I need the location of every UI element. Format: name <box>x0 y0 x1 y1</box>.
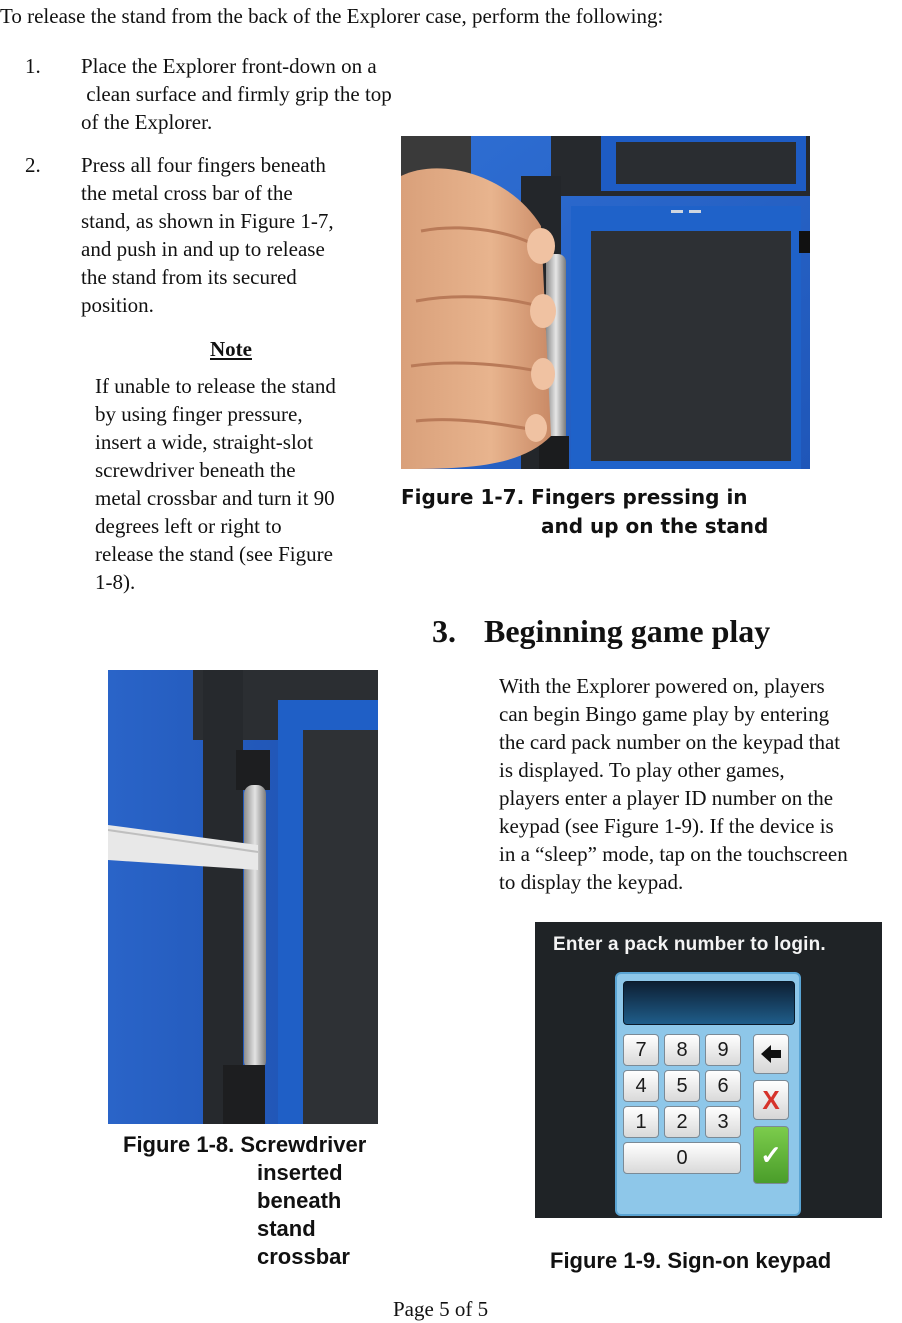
intro-text: To release the stand from the back of the Explorer case, perform the following: <box>0 4 664 28</box>
step-1-line: of the Explorer. <box>81 110 213 134</box>
step-2-text <box>81 151 334 319</box>
note-line: by using finger pressure, <box>95 402 303 426</box>
figure-1-8-photo <box>108 670 378 1124</box>
note-line: screwdriver beneath the <box>95 458 296 482</box>
figure-1-9-keypad-image <box>535 922 882 1218</box>
note-line: release the stand (see Figure <box>95 542 333 566</box>
figure-1-8-caption-line: crossbar <box>257 1244 350 1269</box>
step-2-line: the metal cross bar of the <box>81 181 293 205</box>
step-1-line: Place the Explorer front-down on a <box>81 54 377 78</box>
keypad-clear-button[interactable]: X <box>753 1080 789 1120</box>
note-line: 1-8). <box>95 570 136 594</box>
figure-1-7-photo <box>401 136 810 469</box>
keypad-back-button[interactable] <box>753 1034 789 1074</box>
section-body <box>499 672 848 896</box>
figure-1-8-caption-line: beneath <box>257 1188 342 1213</box>
section-line: the card pack number on the keypad that <box>499 730 841 754</box>
keypad-key-2[interactable]: 2 <box>664 1106 700 1138</box>
step-2-line: stand, as shown in Figure 1-7, <box>81 209 334 233</box>
section-line: is displayed. To play other games, <box>499 758 785 782</box>
keypad-key-1[interactable]: 1 <box>623 1106 659 1138</box>
keypad-key-3[interactable]: 3 <box>705 1106 741 1138</box>
section-line: can begin Bingo game play by entering <box>499 702 830 726</box>
keypad-key-7[interactable]: 7 <box>623 1034 659 1066</box>
keypad-key-5[interactable]: 5 <box>664 1070 700 1102</box>
arrow-left-icon <box>759 1042 783 1066</box>
step-2-line: position. <box>81 293 154 317</box>
section-heading <box>432 613 770 650</box>
step-2-line: Press all four fingers beneath <box>81 153 326 177</box>
keypad-key-8[interactable]: 8 <box>664 1034 700 1066</box>
page-number: Page 5 of 5 <box>393 1297 489 1321</box>
keypad-panel <box>615 972 801 1216</box>
note-line: If unable to release the stand <box>95 374 336 398</box>
keypad-ok-button[interactable]: ✓ <box>753 1126 789 1184</box>
keypad-title: Enter a pack number to login. <box>553 934 826 955</box>
step-1-text <box>81 52 392 136</box>
step-2-line: the stand from its secured <box>81 265 297 289</box>
step-1-number: 1. <box>25 54 41 78</box>
note-title: Note <box>210 337 252 361</box>
figure-1-9-caption: Figure 1-9. Sign-on keypad <box>550 1248 832 1273</box>
section-line: keypad (see Figure 1-9). If the device is <box>499 814 834 838</box>
section-line: players enter a player ID number on the <box>499 786 834 810</box>
note-line: insert a wide, straight-slot <box>95 430 314 454</box>
keypad-key-0[interactable]: 0 <box>623 1142 741 1174</box>
keypad-key-6[interactable]: 6 <box>705 1070 741 1102</box>
note-line: degrees left or right to <box>95 514 282 538</box>
note-body <box>95 372 336 596</box>
figure-1-8-caption-line: inserted <box>257 1160 343 1185</box>
keypad-key-9[interactable]: 9 <box>705 1034 741 1066</box>
step-2-line: and push in and up to release <box>81 237 325 261</box>
step-2-number: 2. <box>25 153 41 177</box>
figure-1-7-caption-line: and up on the stand <box>541 514 769 538</box>
keypad-key-4[interactable]: 4 <box>623 1070 659 1102</box>
figure-1-7-caption-line: Figure 1-7. Fingers pressing in <box>401 485 748 509</box>
figure-1-8-caption-line: stand <box>257 1216 316 1241</box>
section-line: to display the keypad. <box>499 870 684 894</box>
section-line: in a “sleep” mode, tap on the touchscreen <box>499 842 848 866</box>
keypad-display <box>623 981 795 1025</box>
step-1-line: clean surface and firmly grip the top <box>81 82 392 106</box>
section-title: Beginning game play <box>484 613 771 649</box>
section-line: With the Explorer powered on, players <box>499 674 825 698</box>
figure-1-8-caption-line: Figure 1-8. Screwdriver <box>123 1132 367 1157</box>
section-heading-inner <box>432 613 770 650</box>
section-number: 3. <box>432 613 456 649</box>
note-line: metal crossbar and turn it 90 <box>95 486 335 510</box>
